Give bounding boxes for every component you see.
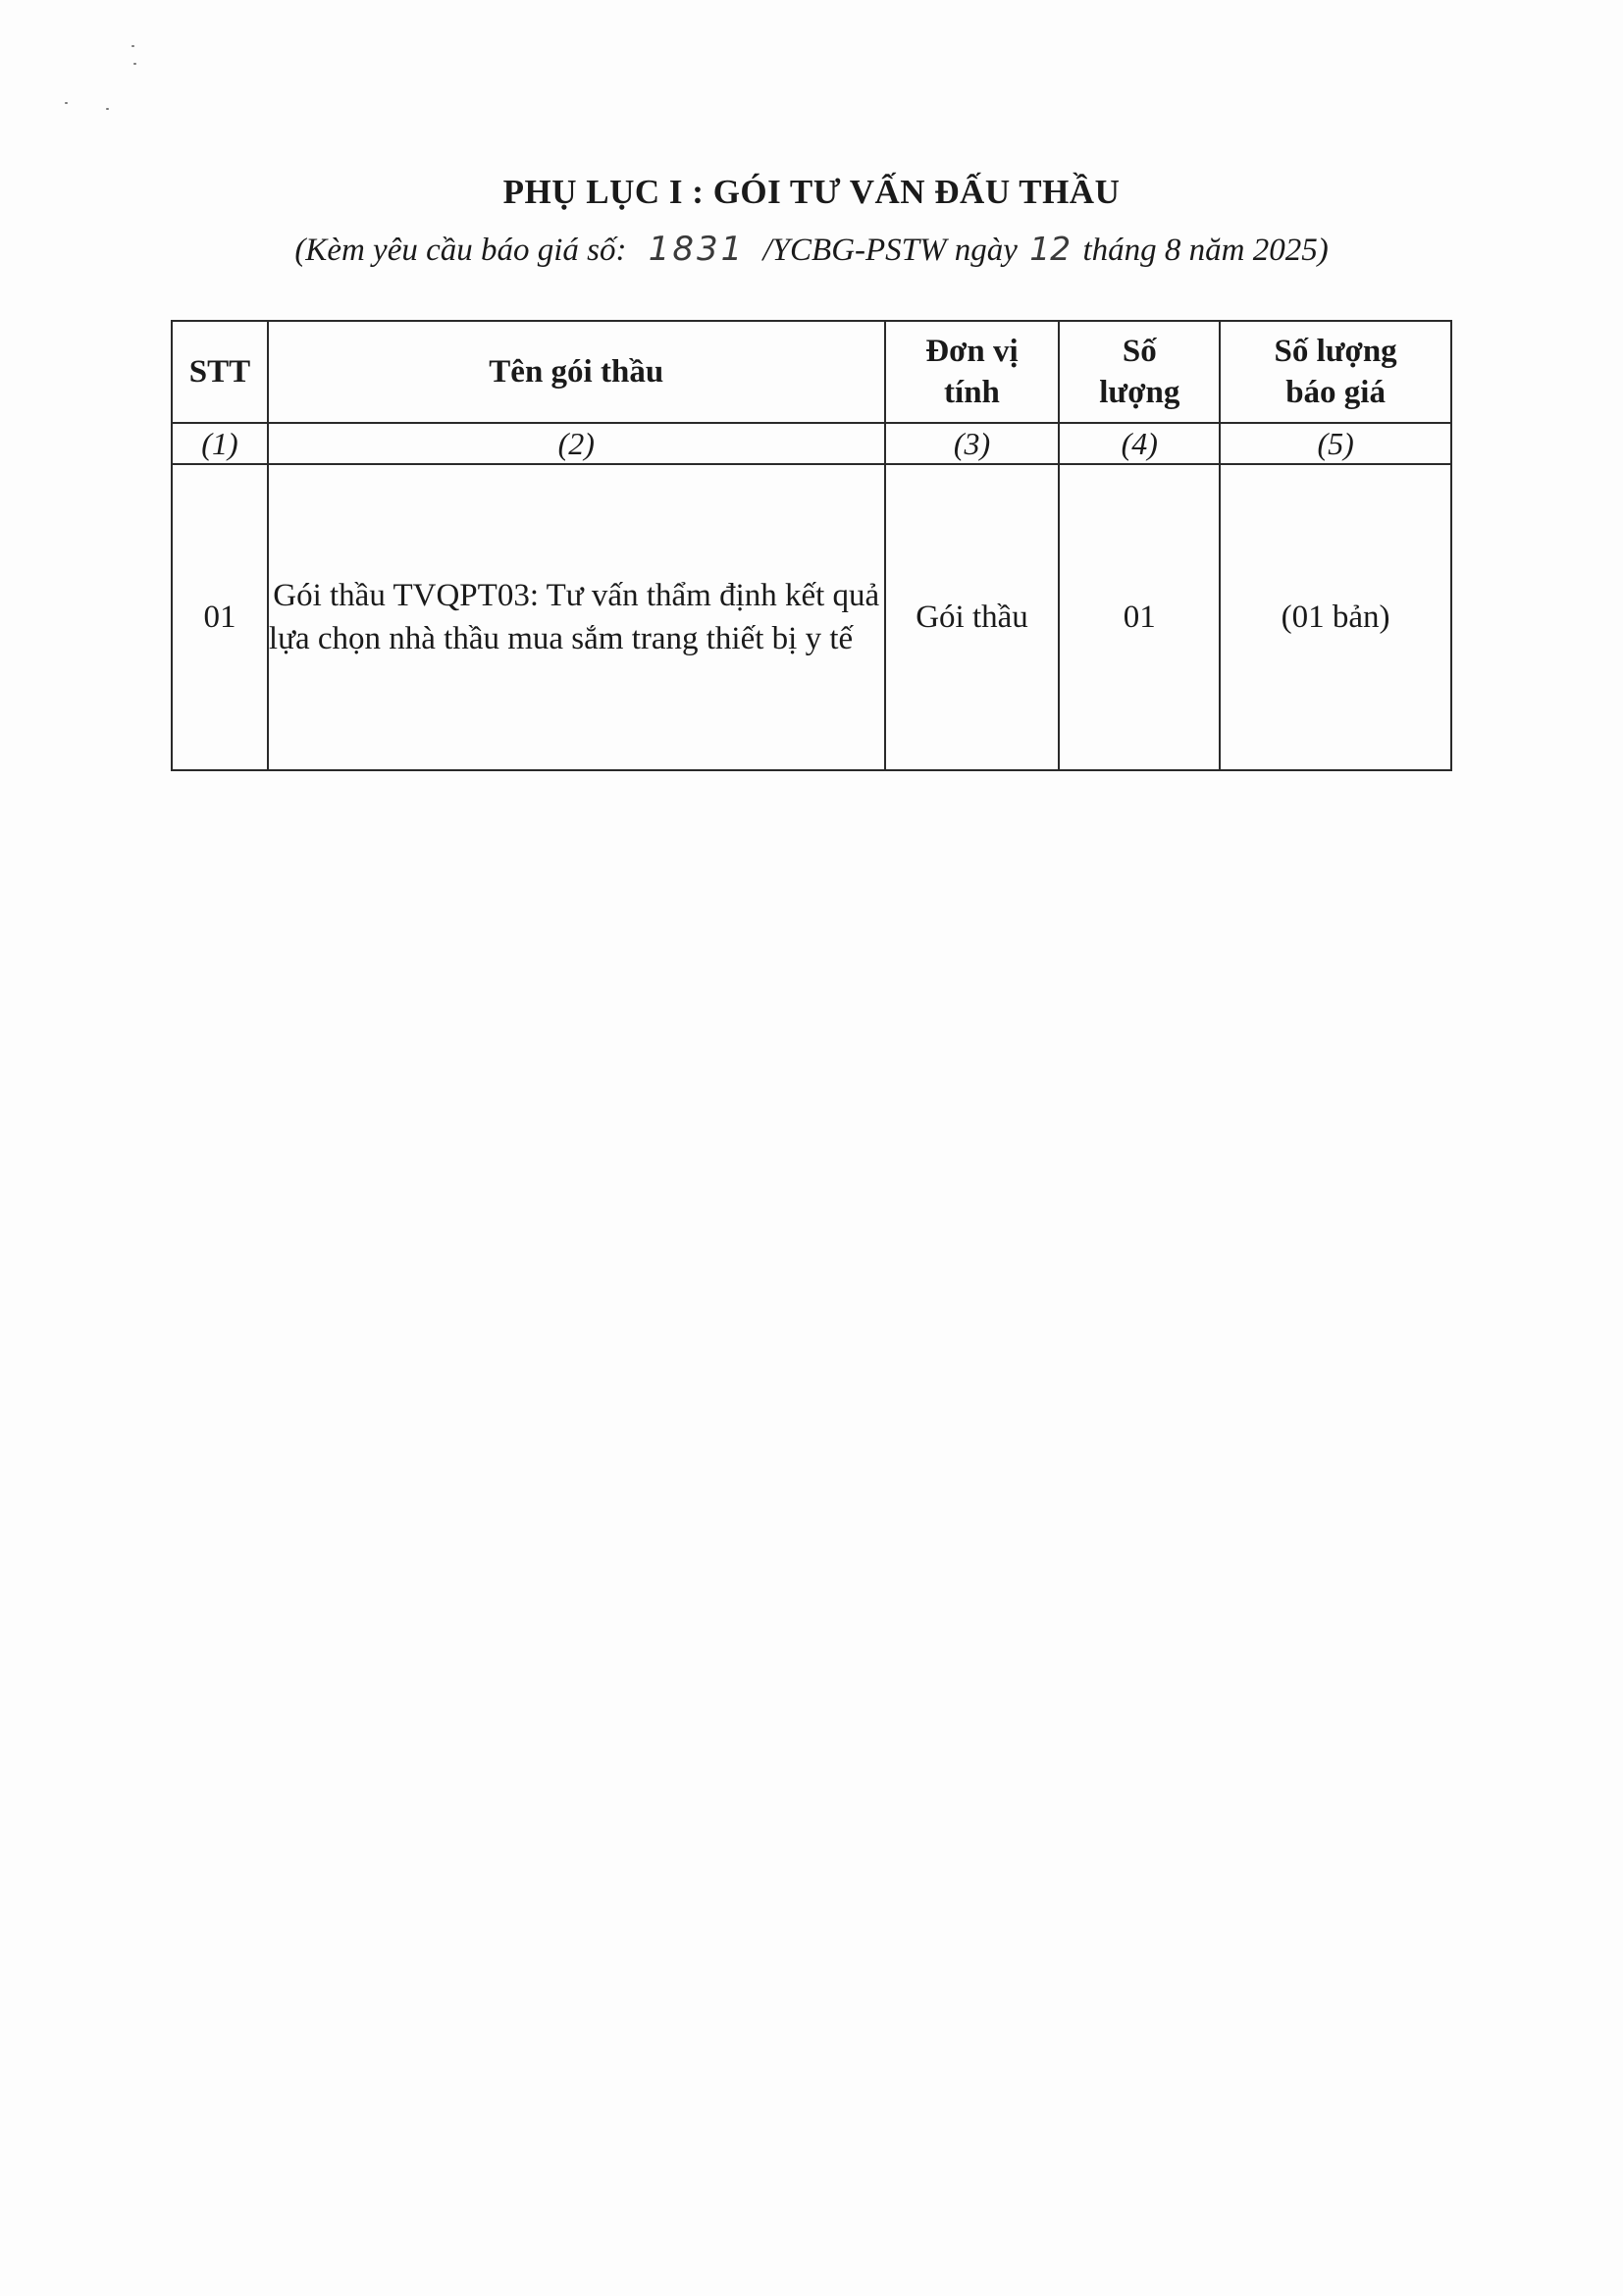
header-quote-quantity [1220,321,1451,423]
handwritten-document-number: 1831 [648,230,746,269]
document-subtitle [0,230,1623,269]
table-header-row [172,321,1451,423]
header-package-name: Tên gói thầu [268,321,885,423]
bid-package-table [171,320,1452,771]
column-index: (3) [885,423,1060,464]
header-quote-quantity-text: Số lượng báo giá [1274,334,1397,410]
cell-quote-quantity: (01 bản) [1220,464,1451,770]
scan-speck [65,102,68,104]
subtitle-suffix: tháng 8 năm 2025) [1082,233,1329,268]
column-index: (4) [1059,423,1220,464]
subtitle-middle: /YCBG-PSTW ngày [762,233,1018,268]
cell-quantity: 01 [1059,464,1220,770]
scan-speck [131,45,134,47]
handwritten-day: 12 [1029,230,1072,268]
cell-stt: 01 [172,464,268,770]
scan-speck [133,63,136,65]
column-index: (2) [268,423,885,464]
header-quantity-text: Số lượng [1099,334,1180,410]
cell-unit: Gói thầu [885,464,1060,770]
column-index: (1) [172,423,268,464]
cell-package-name: Gói thầu TVQPT03: Tư vấn thẩm định kết quả lựa chọn nhà thầu mua sắm trang thiết bị y tế [268,464,885,770]
column-index: (5) [1220,423,1451,464]
table-row [172,464,1451,770]
header-quantity [1059,321,1220,423]
document-title: PHỤ LỤC I : GÓI TƯ VẤN ĐẤU THẦU [502,173,1121,211]
subtitle-prefix: (Kèm yêu cầu báo giá số: [294,233,627,268]
scan-speck [106,108,109,110]
header-stt: STT [172,321,268,423]
header-unit-text: Đơn vị tính [925,334,1019,410]
header-unit [885,321,1060,423]
column-index-row [172,423,1451,464]
